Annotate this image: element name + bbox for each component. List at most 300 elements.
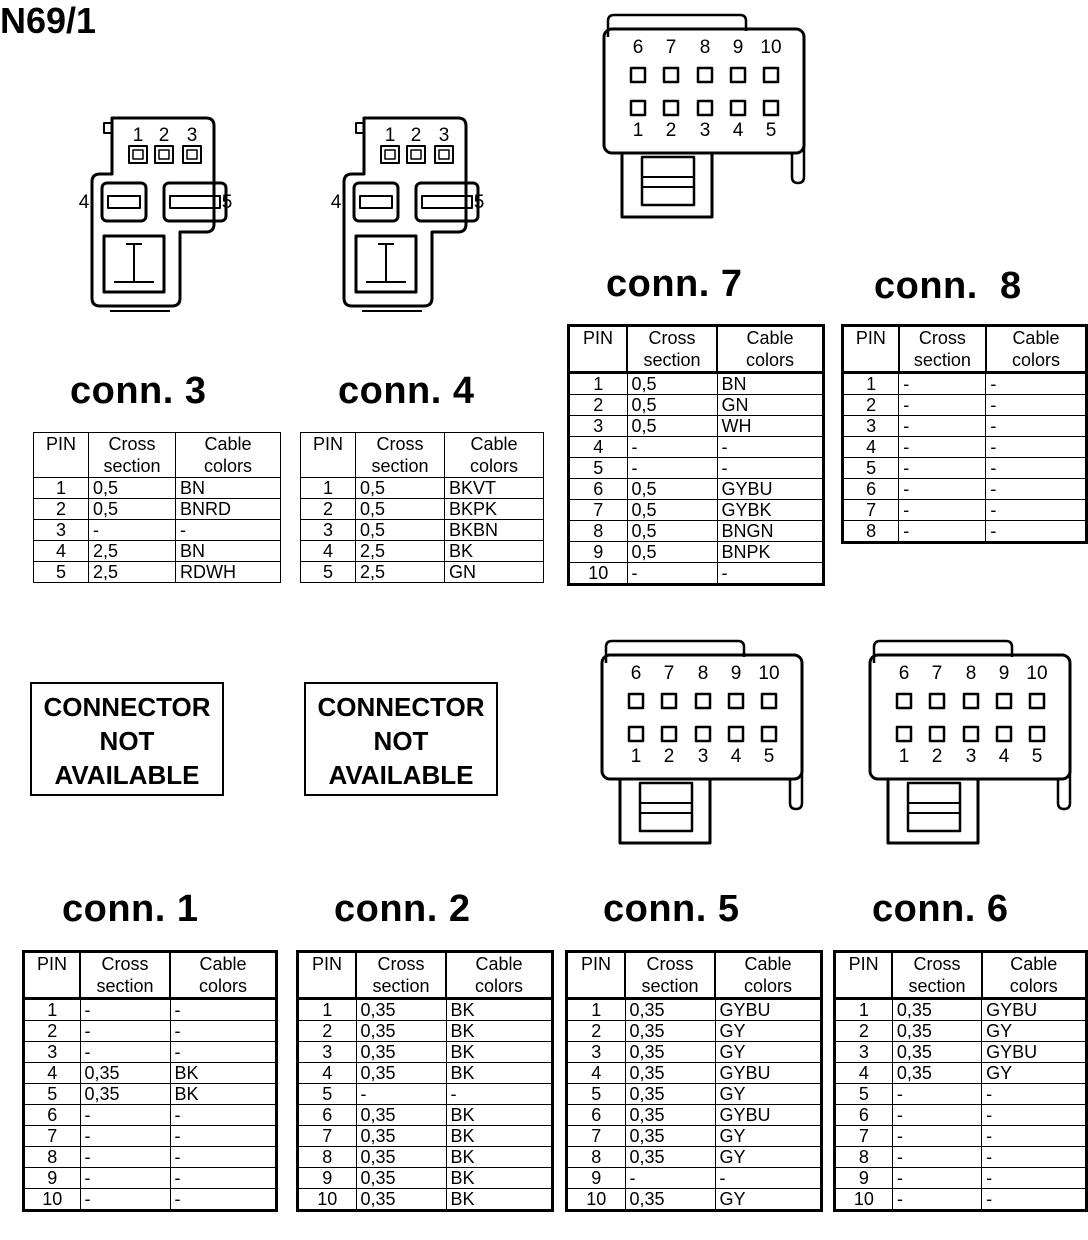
- pin-number: 9: [24, 1168, 81, 1189]
- table-row: [301, 478, 544, 499]
- table-row: [24, 1168, 277, 1189]
- pin-socket-inner: [159, 150, 169, 159]
- pin-socket: [764, 101, 778, 115]
- pin-number: 3: [24, 1042, 81, 1063]
- pin-socket: [662, 727, 676, 741]
- pin-socket: [629, 727, 643, 741]
- pin-column-header: PIN: [567, 952, 626, 999]
- header-line: section: [371, 456, 429, 476]
- pin-socket-inner: [385, 150, 395, 159]
- table-row: [34, 562, 281, 583]
- pin-number: 1: [301, 478, 356, 499]
- table-row: [843, 479, 1087, 500]
- pin-number: 10: [24, 1189, 81, 1211]
- pin-label: 9: [732, 37, 744, 58]
- header-line: section: [96, 976, 154, 996]
- cable-color: BN: [717, 373, 824, 395]
- cable-colors-column-header: [717, 326, 824, 373]
- pin-number: 6: [567, 1105, 626, 1126]
- pin-label: 6: [898, 663, 910, 684]
- cable-color: BN: [176, 478, 281, 499]
- cable-color: -: [986, 479, 1087, 500]
- pin-number: 1: [835, 999, 893, 1021]
- cable-color: GYBU: [982, 999, 1087, 1021]
- table-row: [301, 562, 544, 583]
- cross-section: 0,35: [892, 1042, 981, 1063]
- cross-section: 0,35: [356, 1021, 446, 1042]
- conn-4-title: conn. 4: [338, 370, 475, 412]
- conn-5-housing-drawing: [602, 641, 802, 843]
- cross-section: 0,5: [627, 395, 717, 416]
- table-row: [835, 1042, 1087, 1063]
- cable-color: -: [986, 500, 1087, 521]
- pin-number: 3: [567, 1042, 626, 1063]
- pin-number: 1: [34, 478, 89, 499]
- conn-2-pin-table: [296, 950, 554, 1212]
- conn-4-housing-drawing: [331, 118, 485, 311]
- pin-number: 4: [567, 1063, 626, 1084]
- pin-label: 1: [384, 125, 396, 146]
- cross-section-column-header: [627, 326, 717, 373]
- housing-side-clip: [790, 761, 802, 809]
- pin-number: 9: [567, 1168, 626, 1189]
- cable-color: -: [982, 1147, 1087, 1168]
- header-line: section: [372, 976, 430, 996]
- pin-label: 10: [758, 663, 780, 684]
- na-line-1: CONNECTOR: [317, 692, 485, 722]
- pin-number: 2: [34, 499, 89, 520]
- cable-color: GYBU: [715, 1063, 822, 1084]
- table-row: [567, 1147, 822, 1168]
- table-row: [298, 999, 553, 1021]
- cable-color: RDWH: [176, 562, 281, 583]
- cable-color: GYBU: [982, 1042, 1087, 1063]
- latch-slot: [640, 783, 692, 831]
- cross-section: 0,35: [625, 1021, 715, 1042]
- pin-socket: [731, 68, 745, 82]
- pin-number: 5: [835, 1084, 893, 1105]
- conn-3-housing-drawing: [79, 118, 233, 311]
- pin-column-header: PIN: [569, 326, 628, 373]
- cable-color: BK: [445, 541, 544, 562]
- latch-body: [622, 153, 712, 217]
- table-row: [298, 1147, 553, 1168]
- cross-section: -: [625, 1168, 715, 1189]
- pin-socket: [731, 101, 745, 115]
- table-row: [835, 1147, 1087, 1168]
- cable-color: -: [170, 1189, 277, 1211]
- pin-number: 5: [34, 562, 89, 583]
- na-line-1: CONNECTOR: [43, 692, 211, 722]
- pin-socket-inner: [133, 150, 143, 159]
- cable-color: -: [176, 520, 281, 541]
- header-line: Cable: [470, 434, 518, 454]
- cross-section: -: [89, 520, 176, 541]
- cable-color: GYBU: [717, 479, 824, 500]
- pin-socket: [155, 146, 173, 163]
- cable-color: GYBU: [715, 1105, 822, 1126]
- pin-number: 1: [298, 999, 357, 1021]
- header-line: Cable: [204, 434, 252, 454]
- pin-column-header: PIN: [24, 952, 81, 999]
- pin-socket: [183, 146, 201, 163]
- pin-label: 2: [158, 125, 170, 146]
- cable-color: BK: [446, 1021, 553, 1042]
- cross-section: -: [80, 1021, 170, 1042]
- pin-number: 5: [298, 1084, 357, 1105]
- table-row: [301, 499, 544, 520]
- table-row: [569, 458, 824, 479]
- table-row: [835, 999, 1087, 1021]
- pin-label: 1: [898, 746, 910, 767]
- cross-section: 2,5: [356, 562, 445, 583]
- cable-color: BNGN: [717, 521, 824, 542]
- cable-color: -: [170, 1021, 277, 1042]
- pin-socket: [664, 101, 678, 115]
- pin-label: 5: [473, 192, 485, 213]
- cable-color: -: [986, 373, 1087, 395]
- cable-color: WH: [717, 416, 824, 437]
- table-header-row: [34, 433, 281, 478]
- cross-section: -: [80, 999, 170, 1021]
- cable-color: BK: [446, 1189, 553, 1211]
- pin-number: 7: [567, 1126, 626, 1147]
- header-line: section: [908, 976, 966, 996]
- pin-label: 8: [699, 37, 711, 58]
- pin-socket-inner: [439, 150, 449, 159]
- cross-section: 0,35: [625, 1147, 715, 1168]
- pin-number: 2: [567, 1021, 626, 1042]
- pin-number: 6: [24, 1105, 81, 1126]
- conn-4-pin-table: [300, 432, 544, 583]
- cross-section: -: [892, 1189, 981, 1211]
- cross-section-column-header: [356, 433, 445, 478]
- pin-socket: [698, 68, 712, 82]
- cable-color: -: [170, 1105, 277, 1126]
- table-row: [569, 416, 824, 437]
- table-row: [569, 437, 824, 458]
- pin-number: 8: [843, 521, 899, 543]
- table-row: [843, 373, 1087, 395]
- pin-label: 3: [186, 125, 198, 146]
- cross-section: 0,35: [625, 1126, 715, 1147]
- housing-back-outline: [606, 641, 744, 663]
- cable-colors-column-header: [446, 952, 553, 999]
- header-line: colors: [203, 456, 252, 476]
- power-socket: [164, 183, 226, 221]
- table-header-row: [24, 952, 277, 999]
- pin-label: 7: [663, 663, 675, 684]
- table-row: [567, 1084, 822, 1105]
- cross-section: -: [627, 437, 717, 458]
- na-line-3: AVAILABLE: [328, 760, 474, 790]
- cable-color: BK: [446, 1042, 553, 1063]
- cable-color: BK: [446, 999, 553, 1021]
- pin-number: 8: [569, 521, 628, 542]
- cross-section: 0,35: [892, 999, 981, 1021]
- pin-socket: [1030, 694, 1044, 708]
- pin-number: 5: [843, 458, 899, 479]
- pin-number: 7: [843, 500, 899, 521]
- pin-socket: [381, 146, 399, 163]
- pin-number: 5: [301, 562, 356, 583]
- cross-section: -: [899, 395, 986, 416]
- cross-section: 0,5: [627, 416, 717, 437]
- cable-color: -: [986, 395, 1087, 416]
- pin-number: 4: [569, 437, 628, 458]
- conn-7-title: conn. 7: [606, 263, 743, 305]
- conn-8-pin-table: [841, 324, 1088, 544]
- cross-section: -: [80, 1189, 170, 1211]
- table-row: [567, 1105, 822, 1126]
- pin-label: 4: [732, 120, 744, 141]
- pin-number: 4: [835, 1063, 893, 1084]
- table-header-row: [301, 433, 544, 478]
- table-row: [298, 1063, 553, 1084]
- conn-6-pin-table: [833, 950, 1088, 1212]
- pin-label: 8: [697, 663, 709, 684]
- table-row: [835, 1084, 1087, 1105]
- pin-number: 4: [843, 437, 899, 458]
- cross-section: -: [899, 416, 986, 437]
- pin-label: 7: [931, 663, 943, 684]
- header-line: colors: [745, 350, 794, 370]
- header-line: Cable: [746, 328, 794, 348]
- pin-socket: [762, 727, 776, 741]
- pin-socket: [964, 727, 978, 741]
- cross-section: 0,5: [627, 500, 717, 521]
- pin-socket: [698, 101, 712, 115]
- pin-label: 4: [78, 192, 90, 213]
- cross-section-column-header: [89, 433, 176, 478]
- cable-color: -: [982, 1126, 1087, 1147]
- cable-color: GY: [715, 1042, 822, 1063]
- pin-number: 5: [569, 458, 628, 479]
- cross-section: -: [892, 1147, 981, 1168]
- cable-color: GY: [715, 1084, 822, 1105]
- cable-color: BN: [176, 541, 281, 562]
- header-line: section: [641, 976, 699, 996]
- pin-number: 9: [569, 542, 628, 563]
- cross-section: 2,5: [356, 541, 445, 562]
- cable-colors-column-header: [986, 326, 1087, 373]
- pin-label: 3: [965, 746, 977, 767]
- table-row: [567, 1126, 822, 1147]
- cross-section: 0,35: [80, 1084, 170, 1105]
- cross-section: -: [627, 458, 717, 479]
- housing-side-clip: [792, 135, 804, 183]
- pin-number: 8: [567, 1147, 626, 1168]
- housing-back-outline: [608, 15, 746, 37]
- pin-label: 3: [697, 746, 709, 767]
- cable-color: GY: [715, 1021, 822, 1042]
- pin-label: 2: [665, 120, 677, 141]
- pin-number: 4: [24, 1063, 81, 1084]
- cross-section: 0,35: [356, 1063, 446, 1084]
- cable-color: BK: [446, 1168, 553, 1189]
- table-header-row: [835, 952, 1087, 999]
- header-line: colors: [198, 976, 247, 996]
- pin-number: 2: [835, 1021, 893, 1042]
- cable-color: GY: [715, 1189, 822, 1211]
- cable-color: BK: [446, 1105, 553, 1126]
- latch-body: [620, 779, 710, 843]
- pin-number: 4: [34, 541, 89, 562]
- cable-color: GY: [982, 1021, 1087, 1042]
- pin-socket-inner: [411, 150, 421, 159]
- table-row: [24, 1063, 277, 1084]
- conn-5-title: conn. 5: [603, 888, 740, 930]
- cable-color: -: [982, 1168, 1087, 1189]
- conn-6-title: conn. 6: [872, 888, 1009, 930]
- table-row: [569, 395, 824, 416]
- header-line: Cross: [648, 328, 696, 348]
- cross-section-column-header: [356, 952, 446, 999]
- cable-color: GYBK: [717, 500, 824, 521]
- cable-color: -: [717, 563, 824, 585]
- conn-8-title: conn. 8: [874, 265, 1022, 307]
- pin-label: 2: [663, 746, 675, 767]
- cross-section: 0,5: [89, 499, 176, 520]
- table-row: [298, 1021, 553, 1042]
- pin-number: 9: [298, 1168, 357, 1189]
- pin-socket: [631, 68, 645, 82]
- pin-number: 3: [835, 1042, 893, 1063]
- pin-socket: [930, 727, 944, 741]
- pin-number: 10: [298, 1189, 357, 1211]
- table-row: [24, 1042, 277, 1063]
- cable-color: BK: [170, 1063, 277, 1084]
- pin-socket: [407, 146, 425, 163]
- pin-number: 3: [34, 520, 89, 541]
- na-line-2: NOT: [373, 726, 429, 756]
- cable-color: -: [717, 437, 824, 458]
- power-socket-slot: [108, 196, 140, 208]
- table-row: [34, 499, 281, 520]
- connector-not-available-2: [304, 682, 498, 796]
- pin-label: 7: [665, 37, 677, 58]
- table-row: [843, 395, 1087, 416]
- cross-section: 2,5: [89, 541, 176, 562]
- cable-color: BK: [446, 1063, 553, 1084]
- table-row: [24, 1021, 277, 1042]
- pin-number: 4: [301, 541, 356, 562]
- latch-body: [888, 779, 978, 843]
- conn-2-title: conn. 2: [334, 888, 471, 930]
- pin-socket: [696, 694, 710, 708]
- table-row: [843, 437, 1087, 458]
- pin-column-header: PIN: [34, 433, 89, 478]
- pin-socket: [897, 727, 911, 741]
- pin-label: 4: [998, 746, 1010, 767]
- header-line: Cross: [646, 954, 694, 974]
- table-row: [24, 999, 277, 1021]
- pin-number: 3: [843, 416, 899, 437]
- cable-color: -: [170, 1168, 277, 1189]
- cable-color: GY: [982, 1063, 1087, 1084]
- cross-section: 0,5: [627, 521, 717, 542]
- cross-section: 0,5: [356, 520, 445, 541]
- pin-socket: [930, 694, 944, 708]
- table-row: [298, 1105, 553, 1126]
- cross-section: 0,35: [356, 1147, 446, 1168]
- table-row: [569, 479, 824, 500]
- cross-section: 0,35: [80, 1063, 170, 1084]
- pin-label: 5: [1031, 746, 1043, 767]
- pin-number: 5: [567, 1084, 626, 1105]
- pin-socket: [662, 694, 676, 708]
- cross-section: -: [80, 1126, 170, 1147]
- header-line: Cross: [918, 328, 966, 348]
- pin-number: 6: [835, 1105, 893, 1126]
- cross-section: 0,35: [892, 1063, 981, 1084]
- cable-color: BNPK: [717, 542, 824, 563]
- table-row: [843, 416, 1087, 437]
- pin-label: 5: [765, 120, 777, 141]
- header-line: Cable: [199, 954, 247, 974]
- table-row: [835, 1168, 1087, 1189]
- cross-section: 0,35: [892, 1021, 981, 1042]
- power-socket-slot: [360, 196, 392, 208]
- pin-label: 3: [438, 125, 450, 146]
- pin-socket: [435, 146, 453, 163]
- cross-section: -: [356, 1084, 446, 1105]
- table-row: [24, 1147, 277, 1168]
- cross-section: -: [899, 521, 986, 543]
- cross-section: -: [899, 500, 986, 521]
- cable-colors-column-header: [176, 433, 281, 478]
- table-row: [34, 541, 281, 562]
- cable-color: -: [986, 458, 1087, 479]
- header-line: Cable: [1012, 328, 1060, 348]
- pin-number: 9: [835, 1168, 893, 1189]
- pin-number: 4: [298, 1063, 357, 1084]
- table-header-row: [569, 326, 824, 373]
- pin-socket: [764, 68, 778, 82]
- pin-number: 3: [298, 1042, 357, 1063]
- cable-color: BK: [446, 1126, 553, 1147]
- header-line: Cross: [101, 954, 149, 974]
- cable-color: GN: [445, 562, 544, 583]
- cross-section: 0,35: [356, 1189, 446, 1211]
- cable-color: -: [717, 458, 824, 479]
- pin-number: 3: [569, 416, 628, 437]
- cable-color: BKPK: [445, 499, 544, 520]
- pin-number: 10: [835, 1189, 893, 1211]
- pin-socket: [696, 727, 710, 741]
- cable-color: -: [982, 1189, 1087, 1211]
- cable-colors-column-header: [445, 433, 544, 478]
- table-row: [843, 458, 1087, 479]
- housing-back-outline: [874, 641, 1012, 663]
- cross-section-column-header: [80, 952, 170, 999]
- table-row: [843, 521, 1087, 543]
- cable-color: -: [170, 1126, 277, 1147]
- table-row: [301, 520, 544, 541]
- cross-section: -: [899, 373, 986, 395]
- pin-label: 9: [998, 663, 1010, 684]
- pin-label: 3: [699, 120, 711, 141]
- table-row: [567, 1063, 822, 1084]
- cross-section: -: [627, 563, 717, 585]
- pin-socket: [629, 694, 643, 708]
- table-row: [569, 521, 824, 542]
- cross-section: 0,5: [627, 373, 717, 395]
- pin-number: 2: [301, 499, 356, 520]
- cross-section: 0,5: [356, 499, 445, 520]
- key-symbol: [366, 244, 406, 282]
- cable-color: -: [986, 416, 1087, 437]
